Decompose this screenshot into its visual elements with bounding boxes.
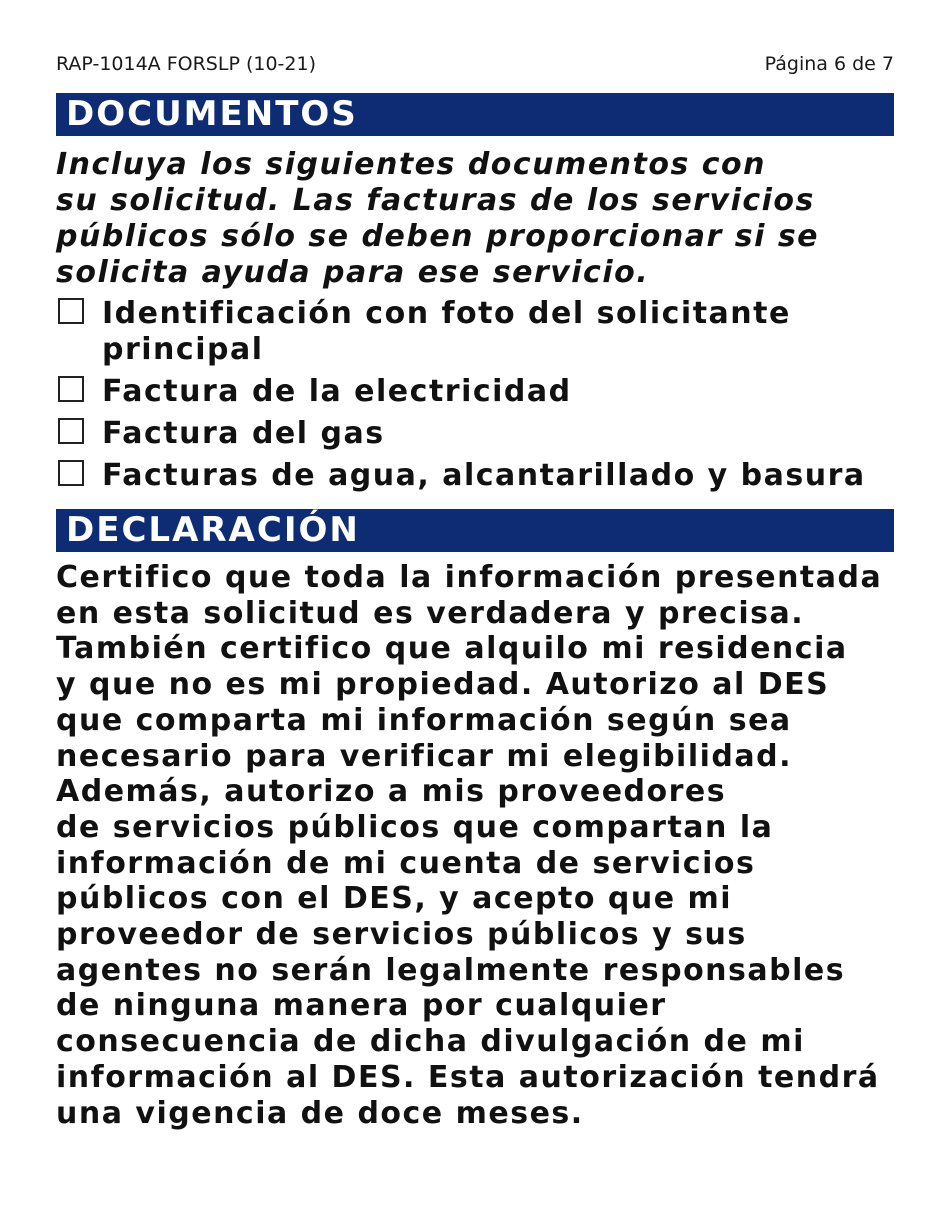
label-line: Factura del gas [102, 416, 385, 451]
declaration-line: necesario para verificar mi elegibilidad. [56, 738, 792, 774]
form-id: RAP-1014A FORSLP (10-21) [56, 53, 316, 75]
checklist-item-electricity-bill [56, 374, 894, 410]
instruction-line: Incluya los siguientes documentos con [56, 147, 767, 182]
declaration-line: que comparta mi información según sea [56, 702, 792, 738]
declaration-line: proveedor de servicios públicos y sus [56, 917, 747, 953]
label-line: principal [102, 332, 264, 367]
declaration-line: información al DES. Esta autorización tendrá [56, 1059, 880, 1095]
gas-bill-checkbox[interactable] [58, 418, 84, 444]
declaration-line: públicos con el DES, y acepto que mi [56, 881, 733, 917]
checklist-item-label [102, 416, 385, 452]
declaration-line: de servicios públicos que compartan la [56, 809, 774, 845]
label-line: Facturas de agua, alcantarillado y basura [102, 458, 866, 493]
declaration-line: Certifico que toda la información presentada [56, 560, 883, 595]
page-header [56, 52, 894, 76]
declaration-line: información de mi cuenta de servicios [56, 845, 756, 881]
declaration-line: Además, autorizo a mis proveedores [56, 774, 727, 810]
water-bills-checkbox[interactable] [58, 460, 84, 486]
documents-instructions [56, 147, 894, 291]
checklist-item-photo-id [56, 296, 894, 368]
checklist-item-label [102, 374, 572, 410]
electricity-bill-checkbox[interactable] [58, 376, 84, 402]
declaration-line: y que no es mi propiedad. Autorizo al DES [56, 667, 830, 703]
checklist-item-water-bills [56, 458, 894, 494]
declaration-line: consecuencia de dicha divulgación de mi [56, 1024, 805, 1060]
instruction-line: su solicitud. Las facturas de los servicios [56, 183, 815, 218]
declaration-section-title: DECLARACIÓN [56, 509, 894, 552]
declaration-text [56, 560, 894, 1131]
declaration-line: de ninguna manera por cualquier [56, 988, 667, 1024]
photo-id-checkbox[interactable] [58, 298, 84, 324]
page-number: Página 6 de 7 [764, 53, 894, 75]
declaration-line: una vigencia de doce meses. [56, 1095, 584, 1131]
label-line: Identificación con foto del solicitante [102, 296, 791, 331]
declaration-line: También certifico que alquilo mi residencia [56, 631, 848, 667]
instruction-line: públicos sólo se deben proporcionar si se [56, 219, 820, 254]
checklist-item-label [102, 296, 791, 368]
instruction-line: solicita ayuda para ese servicio. [56, 255, 650, 290]
label-line: Factura de la electricidad [102, 374, 572, 409]
documents-section-title: DOCUMENTOS [56, 93, 894, 136]
checklist-item-label [102, 458, 866, 494]
declaration-line: agentes no serán legalmente responsables [56, 952, 846, 988]
checklist-item-gas-bill [56, 416, 894, 452]
declaration-line: en esta solicitud es verdadera y precisa. [56, 595, 805, 631]
documents-checklist [56, 296, 894, 494]
